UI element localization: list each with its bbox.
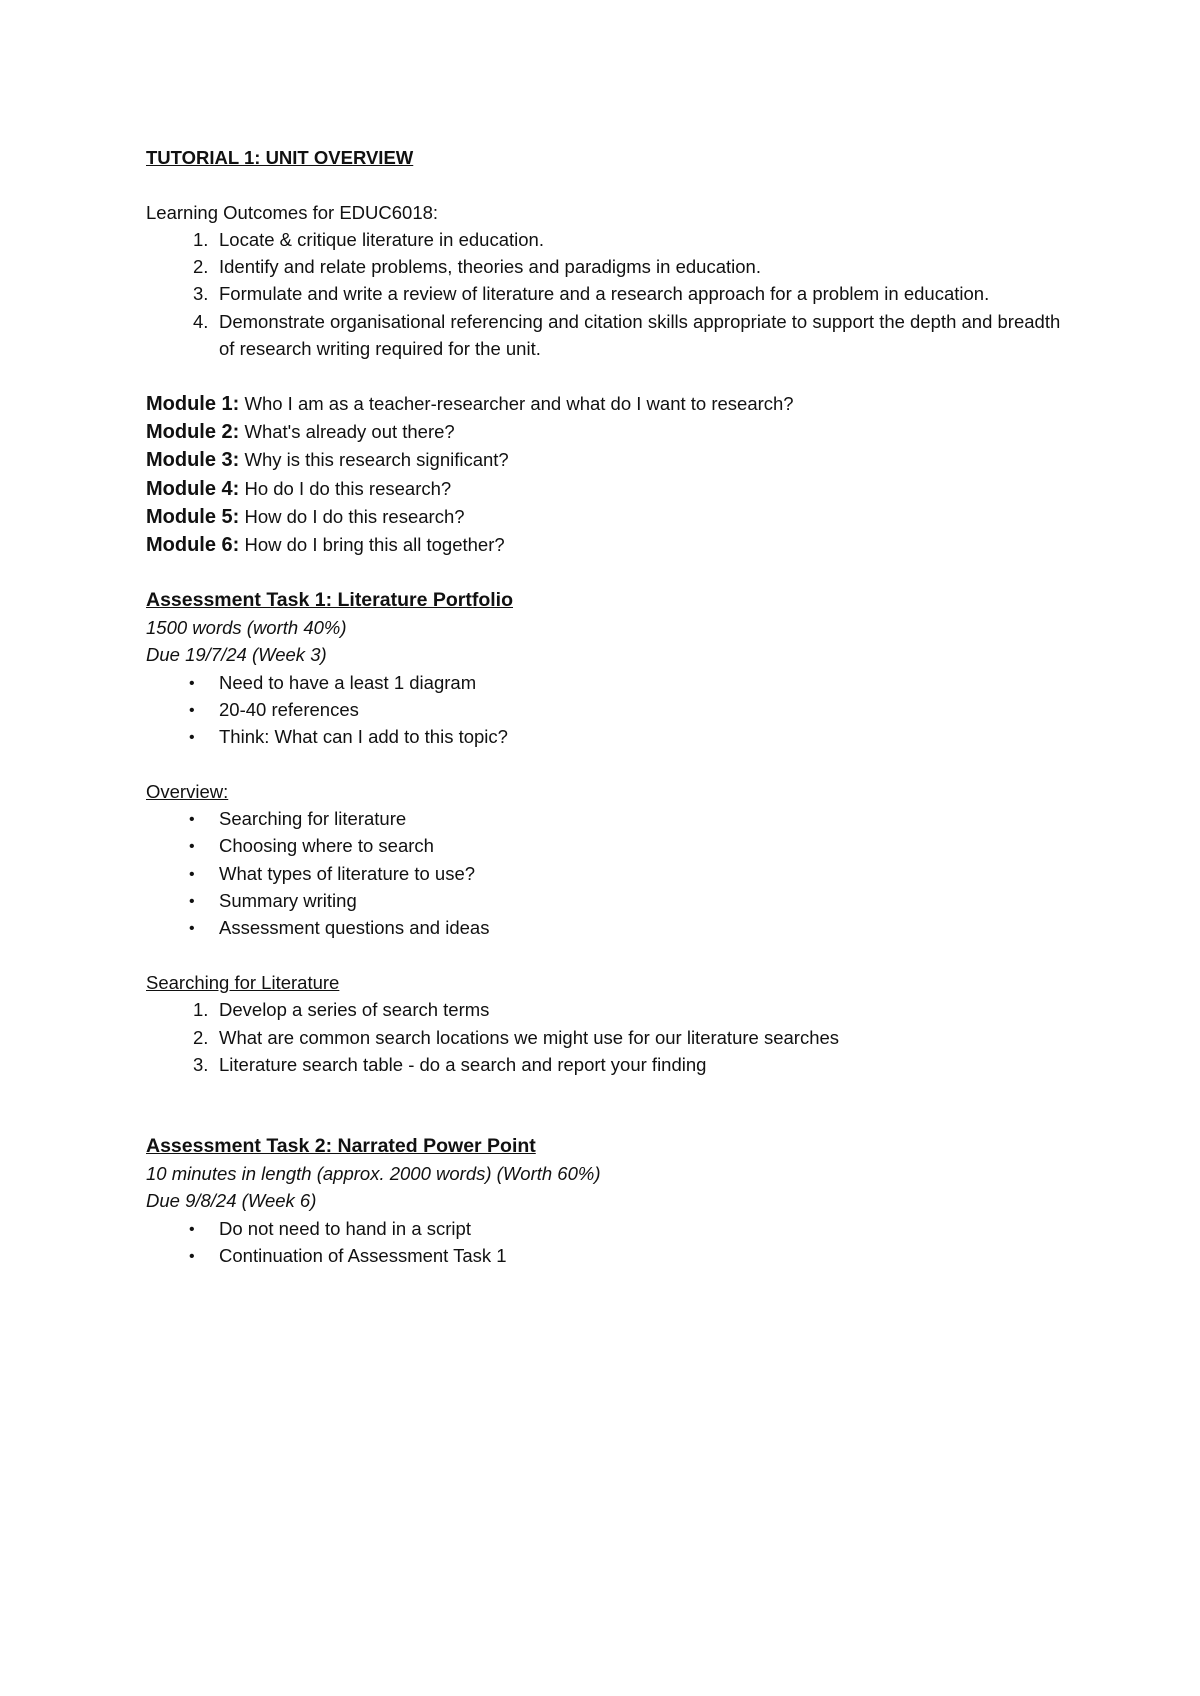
bullet-icon: • <box>189 674 195 692</box>
modules-list <box>146 390 1076 560</box>
overview-heading: Overview: <box>146 780 229 802</box>
outcome-text: Identify and relate problems, theories and paradigms in education. <box>219 256 761 278</box>
module-line <box>146 503 1076 531</box>
module-line <box>146 531 1076 559</box>
bullet-icon: • <box>189 865 195 883</box>
list-item <box>146 308 1076 363</box>
module-line <box>146 418 1076 446</box>
module-label: Module 2: <box>146 420 240 443</box>
bullet-text: Searching for literature <box>219 808 407 830</box>
page-title: TUTORIAL 1: UNIT OVERVIEW <box>146 147 414 168</box>
task1-words: 1500 words (worth 40%) <box>146 617 347 639</box>
searching-heading: Searching for Literature <box>146 971 340 993</box>
list-item <box>146 226 1076 253</box>
module-label: Module 1: <box>146 392 240 415</box>
module-text: Who I am as a teacher-researcher and what do I want to research? <box>239 392 794 414</box>
task2-due: Due 9/8/24 (Week 6) <box>146 1190 317 1212</box>
bullet-text: Continuation of Assessment Task 1 <box>219 1244 507 1266</box>
outcome-text: Demonstrate organisational referencing and citation skills appropriate to support the depth and breadth of research writing required for the unit. <box>219 310 1061 360</box>
bullet-icon: • <box>189 838 195 856</box>
list-item <box>146 723 1076 750</box>
list-number: 2. <box>193 1026 209 1048</box>
list-number: 4. <box>193 310 209 332</box>
bullet-icon: • <box>189 920 195 938</box>
module-line <box>146 475 1076 503</box>
module-label: Module 4: <box>146 477 240 500</box>
bullet-text: Assessment questions and ideas <box>219 917 490 939</box>
list-item <box>146 1051 1076 1078</box>
module-label: Module 6: <box>146 534 240 557</box>
module-line <box>146 390 1076 418</box>
module-text: Why is this research significant? <box>239 449 509 471</box>
list-number: 3. <box>193 283 209 305</box>
list-item <box>146 832 1076 859</box>
list-item <box>146 860 1076 887</box>
task2-length: 10 minutes in length (approx. 2000 words) (Worth 60%) <box>146 1162 601 1184</box>
searching-text: Develop a series of search terms <box>219 999 490 1021</box>
task1-title: Assessment Task 1: Literature Portfolio <box>146 588 513 611</box>
task2-bullets <box>146 1215 1076 1270</box>
module-label: Module 3: <box>146 449 240 472</box>
task1-due: Due 19/7/24 (Week 3) <box>146 644 327 666</box>
searching-list <box>146 996 1076 1078</box>
list-item <box>146 1215 1076 1242</box>
bullet-icon: • <box>189 1247 195 1265</box>
bullet-icon: • <box>189 1220 195 1238</box>
task1-bullets <box>146 669 1076 751</box>
outcome-text: Formulate and write a review of literature and a research approach for a problem in education. <box>219 283 990 305</box>
bullet-text: What types of literature to use? <box>219 862 476 884</box>
list-item <box>146 996 1076 1023</box>
outcomes-intro: Learning Outcomes for EDUC6018: <box>146 201 439 223</box>
list-number: 3. <box>193 1053 209 1075</box>
document-page <box>146 144 1076 1269</box>
overview-bullets <box>146 805 1076 941</box>
list-item <box>146 914 1076 941</box>
searching-text: What are common search locations we might use for our literature searches <box>219 1026 840 1048</box>
module-text: Ho do I do this research? <box>239 477 452 499</box>
outcomes-list <box>146 226 1076 362</box>
list-item <box>146 669 1076 696</box>
module-line <box>146 446 1076 474</box>
bullet-text: Summary writing <box>219 890 357 912</box>
bullet-text: Do not need to hand in a script <box>219 1217 471 1239</box>
searching-text: Literature search table - do a search and report your finding <box>219 1053 707 1075</box>
list-number: 2. <box>193 256 209 278</box>
list-item <box>146 1242 1076 1269</box>
module-text: How do I bring this all together? <box>239 534 505 556</box>
bullet-text: Need to have a least 1 diagram <box>219 671 477 693</box>
module-text: What's already out there? <box>239 420 455 442</box>
outcome-text: Locate & critique literature in education. <box>219 228 544 250</box>
list-item <box>146 253 1076 280</box>
task2-title: Assessment Task 2: Narrated Power Point <box>146 1134 536 1157</box>
bullet-icon: • <box>189 811 195 829</box>
bullet-icon: • <box>189 893 195 911</box>
list-item <box>146 805 1076 832</box>
module-text: How do I do this research? <box>239 505 465 527</box>
list-item <box>146 280 1076 307</box>
list-number: 1. <box>193 999 209 1021</box>
bullet-text: 20-40 references <box>219 698 359 720</box>
list-number: 1. <box>193 228 209 250</box>
list-item <box>146 696 1076 723</box>
bullet-icon: • <box>189 729 195 747</box>
list-item <box>146 887 1076 914</box>
bullet-text: Choosing where to search <box>219 835 434 857</box>
bullet-icon: • <box>189 701 195 719</box>
list-item <box>146 1024 1076 1051</box>
bullet-text: Think: What can I add to this topic? <box>219 726 508 748</box>
module-label: Module 5: <box>146 505 240 528</box>
